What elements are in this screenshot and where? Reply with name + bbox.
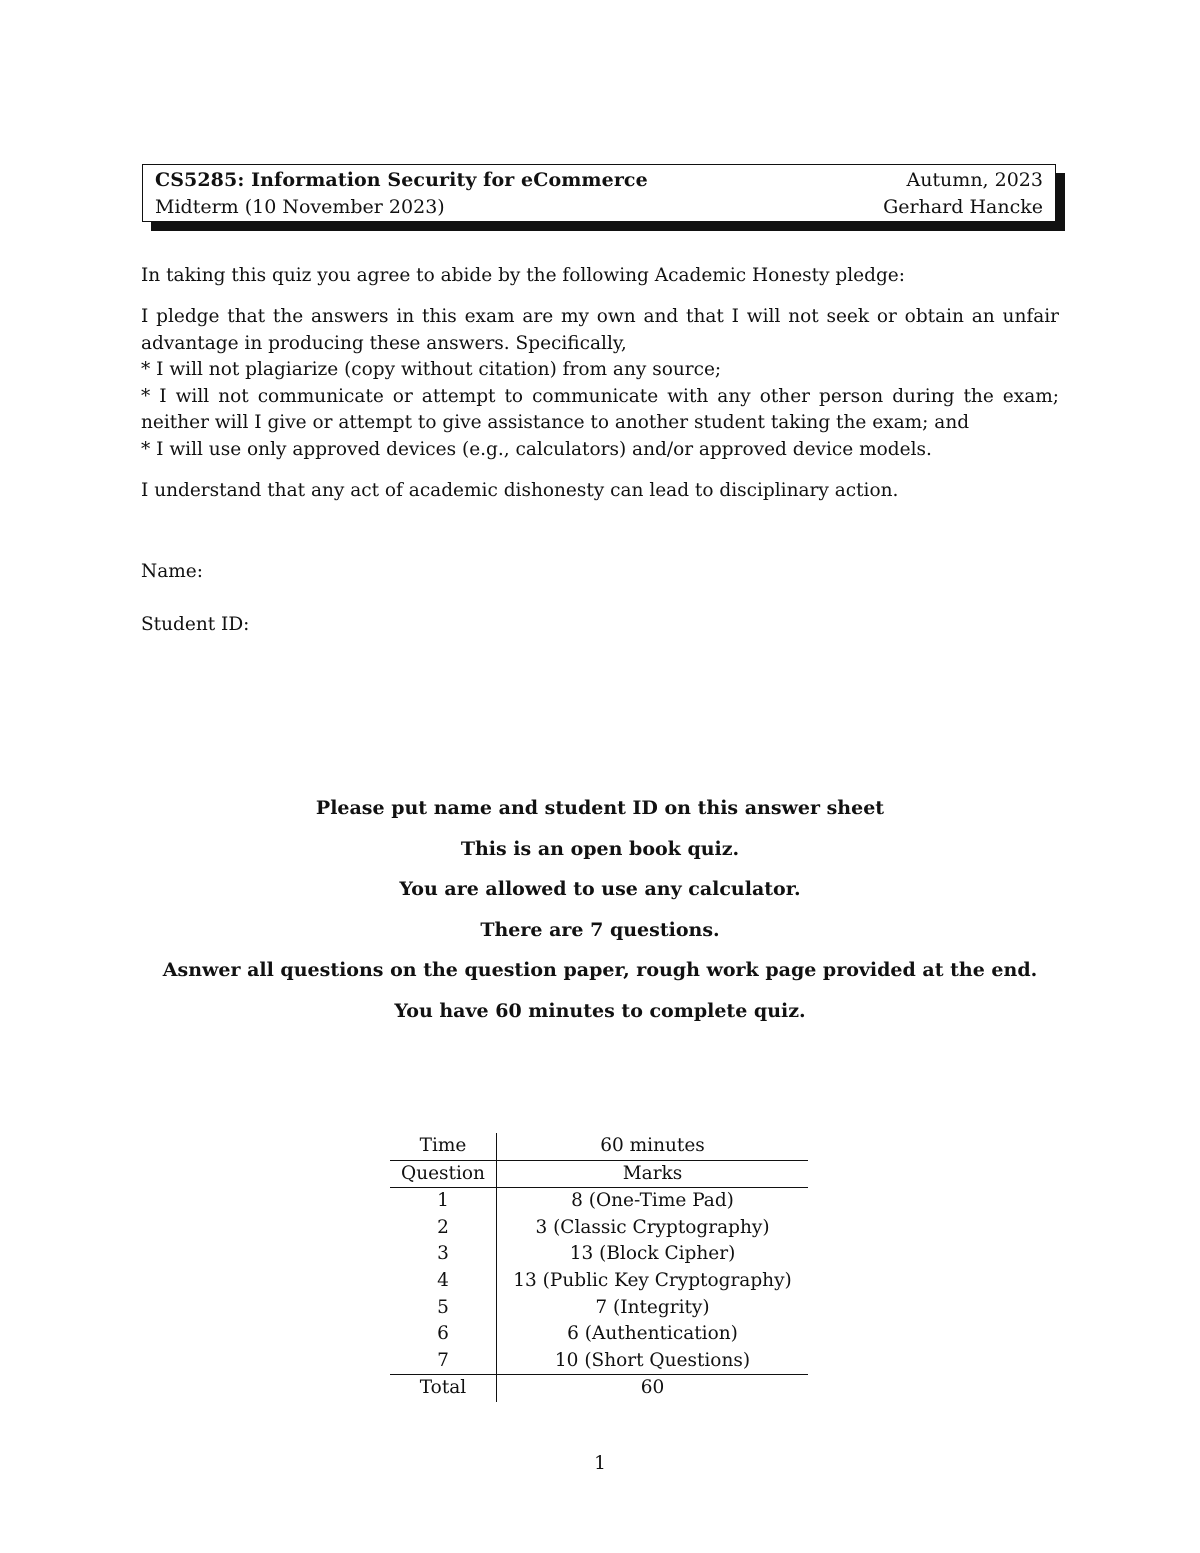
time-row [390,1133,808,1160]
pledge-statement [141,304,1059,463]
pledge-closing-text: I understand that any act of academic dishonesty can lead to disciplinary action. [141,480,899,501]
table-row [390,1268,808,1295]
header-row-course [155,167,1043,193]
pledge-intro [141,263,1059,290]
question-number: 3 [390,1241,497,1268]
term-label: Autumn, 2023 [906,169,1043,191]
pledge-line: advantage in producing these answers. Specifically, [141,332,627,354]
instruction-line: Asnwer all questions on the question paper, rough work page provided at the end. [162,959,1038,981]
table-row [390,1215,808,1242]
instruction-line: Please put name and student ID on this answer sheet [315,797,885,819]
pledge-line: * I will use only approved devices (e.g., calculators) and/or approved device models. [141,438,932,460]
time-label: Time [390,1133,497,1160]
question-marks: 10 (Short Questions) [497,1348,809,1375]
total-label: Total [390,1375,497,1402]
pledge-line: * I will not communicate or attempt to communicate with any other person during the exam; [141,385,1059,407]
question-marks: 7 (Integrity) [595,1296,710,1318]
instruction-line: This is an open book quiz. [460,837,740,860]
instructor-name: Gerhard Hancke [883,196,1043,218]
question-number: 6 [390,1321,497,1348]
question-number: 2 [390,1215,497,1242]
exam-instructions [0,794,1200,1037]
total-row [390,1375,808,1402]
pledge-line: * I will not plagiarize (copy without citation) from any source; [141,359,722,380]
pledge-line: neither will I give or attempt to give assistance to another student taking the exam; and [141,412,970,433]
name-field-label: Name: [141,561,203,582]
table-row [390,1295,808,1322]
table-row [390,1348,808,1375]
table-header-row [390,1160,808,1188]
course-header-box [142,164,1056,222]
pledge-intro-text: In taking this quiz you agree to abide by the following Academic Honesty pledge: [141,265,905,286]
time-value: 60 minutes [497,1133,809,1160]
question-marks: 8 (One-Time Pad) [571,1190,734,1212]
page-number: 1 [594,1453,606,1474]
total-value: 60 [640,1377,665,1399]
question-number: 1 [390,1188,497,1215]
student-id-field-label: Student ID: [141,614,250,635]
table-row [390,1188,808,1215]
table-row [390,1321,808,1348]
question-marks: 3 (Classic Cryptography) [535,1216,770,1238]
question-marks: 13 (Public Key Cryptography) [513,1269,792,1291]
marks-column-header: Marks [497,1160,809,1188]
header-row-exam [155,194,1043,220]
instruction-line: You are allowed to use any calculator. [399,878,801,900]
pledge-closing [141,478,1059,505]
question-number: 7 [390,1348,497,1375]
pledge-line: I pledge that the answers in this exam are my own and that I will not seek or obtain an unfair [141,306,1059,327]
question-number: 5 [390,1295,497,1322]
question-number: 4 [390,1268,497,1295]
marks-table [390,1133,808,1402]
question-marks: 6 (Authentication) [567,1323,738,1345]
exam-label: Midterm (10 November 2023) [155,196,445,218]
instruction-line: You have 60 minutes to complete quiz. [394,999,806,1022]
course-title: CS5285: Information Security for eCommerce [155,169,648,191]
table-row [390,1241,808,1268]
question-column-header: Question [390,1160,497,1188]
instruction-line: There are 7 questions. [480,918,720,941]
question-marks: 13 (Block Cipher) [569,1243,736,1265]
